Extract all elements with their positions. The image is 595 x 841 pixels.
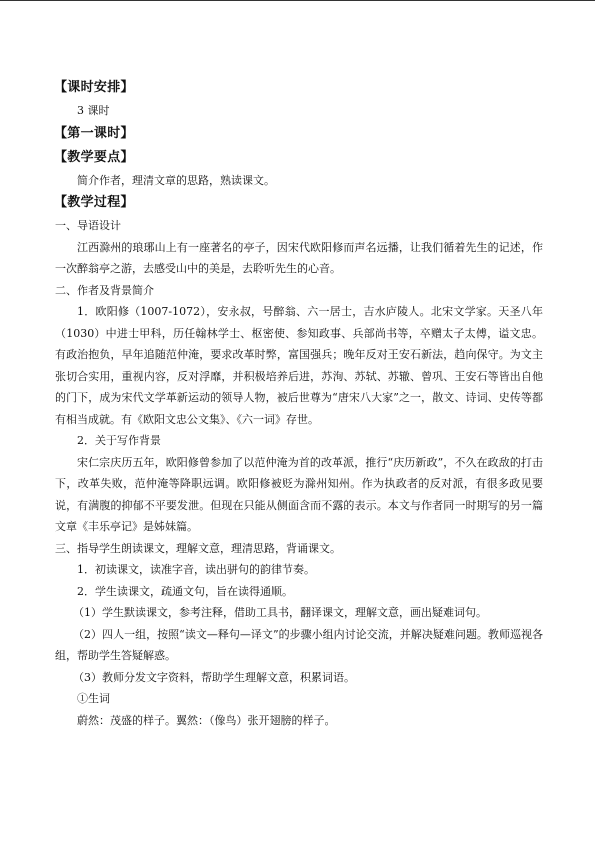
teaching-process-heading: 【教学过程】 — [54, 195, 134, 210]
section-2-title: 二、作者及背景简介 — [55, 283, 154, 297]
teaching-points-heading: 【教学要点】 — [54, 149, 134, 165]
schedule-text: 3 课时 — [77, 104, 110, 117]
schedule-heading: 【课时安排】 — [54, 80, 134, 95]
section-1-text: 江西滁州的琅琊山上有一座著名的亭子，因宋代欧阳修而声名远播，让我们循着先生的记述，作一次醉翁亭之游，去感受山中的美是，去聆听先生的心音。 — [55, 240, 543, 275]
background-paragraph: 宋仁宗庆历五年，欧阳修曾参加了以范仲淹为首的改革派，推行“庆历新政”，不久在政敌的打击下，改革失败，范仲淹等降职远调。欧阳修被贬为滁州知州。作为执政者的反对派，有很多政见要说，有满腹的抑郁不平要发泄。但现在只能从侧面含而不露的表示。本文与作者同一时期写的另一篇文章《丰乐亭记》是姊妹篇。 — [55, 455, 543, 533]
step-2-text: 2．学生读课文，疏通文句，旨在读得通顺。 — [77, 584, 293, 598]
section-1-title: 一、导语设计 — [55, 219, 121, 232]
step-2-sub-3: （3）教师分发文字资料，帮助学生理解文意，积累词语。 — [73, 670, 355, 684]
document-body — [55, 76, 543, 731]
section-3-title: 三、指导学生朗读课文，理解文意，理清思路，背诵课文。 — [55, 541, 341, 555]
page-top-border — [0, 0, 595, 1]
background-title: 2．关于写作背景 — [77, 434, 161, 447]
step-1-text: 1．初读课文，读准字音，读出骈句的韵律节奏。 — [77, 563, 315, 576]
step-2-sub-1: （1）学生默读课文，参考注释，借助工具书，翻译课文，理解文意，画出疑难词句。 — [73, 606, 487, 619]
lesson1-heading: 【第一课时】 — [54, 125, 134, 141]
teaching-points-text: 简介作者，理清文章的思路，熟读课文。 — [77, 173, 275, 187]
author-bio-paragraph: 1．欧阳修（1007-1072），安永叔，号醉翁、六一居士，吉水庐陵人。北宋文学家。天圣八年（1030）中进士甲科，历任翰林学士、枢密使、参知政事、兵部尚书等，卒赠太子太傅，谥文忠。有政治抱负，早年追随范仲淹，要求改革时弊，富国强兵；晚年反对王安石新法，趋向保守。为文主张切合实用，重视内容，反对浮靡，并积极培养后进，苏洵、苏轼、苏辙、曾巩、王安石等皆出自他的门下，成为宋代文学革新运动的领导人物，被后世尊为“唐宋八大家”之一，散文、诗词、史传等都有相当成就。有《欧阳文忠公文集》、《六一词》存世。 — [55, 305, 543, 426]
step-2-sub-2: （2）四人一组，按照“读文—释句—译文”的步骤小组内讨论交流，并解决疑难问题。教师巡视各组，帮助学生答疑解惑。 — [55, 627, 543, 662]
vocab-text: 蔚然：茂盛的样子。翼然：（像鸟）张开翅膀的样子。 — [77, 713, 336, 727]
vocab-label: ①生词 — [77, 692, 110, 705]
